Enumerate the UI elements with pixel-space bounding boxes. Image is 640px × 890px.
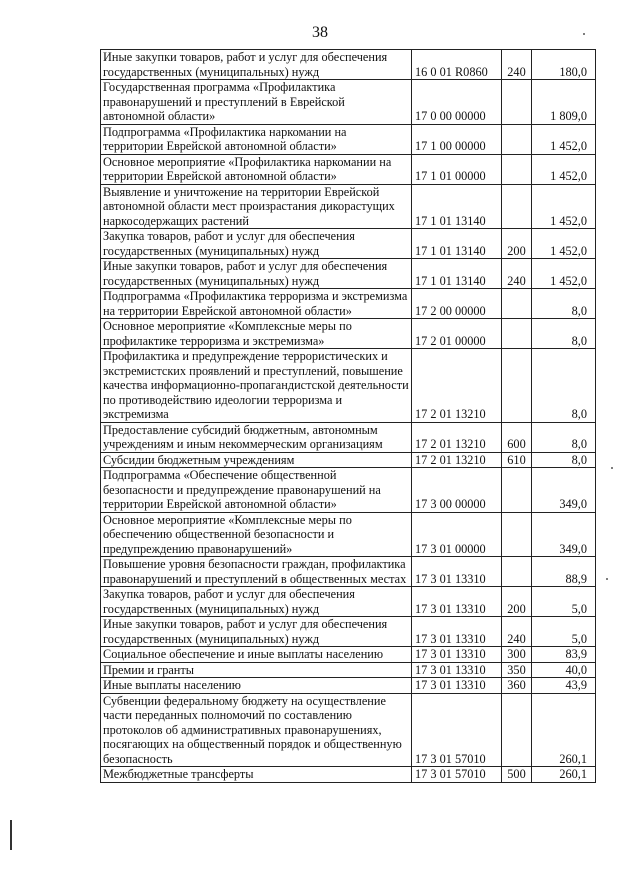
row-type-cell: 360 bbox=[502, 678, 532, 694]
row-name-cell: Выявление и уничтожение на территории Еврейской автономной области мест произрастания дикорастущих наркосодержащих растений bbox=[101, 184, 412, 229]
table-row bbox=[101, 678, 596, 694]
table-row bbox=[101, 587, 596, 617]
row-code-cell: 17 3 01 57010 bbox=[412, 693, 502, 767]
row-name-cell: Иные закупки товаров, работ и услуг для обеспечения государственных (муниципальных) нужд bbox=[101, 617, 412, 647]
row-name-cell: Социальное обеспечение и иные выплаты населению bbox=[101, 647, 412, 663]
table-row bbox=[101, 349, 596, 423]
row-amount-cell: 83,9 bbox=[532, 647, 596, 663]
row-amount-cell: 8,0 bbox=[532, 319, 596, 349]
table-row bbox=[101, 468, 596, 513]
row-name-cell: Предоставление субсидий бюджетным, автономным учреждениям и иным некоммерческим организациям bbox=[101, 422, 412, 452]
row-amount-cell: 8,0 bbox=[532, 452, 596, 468]
row-type-cell bbox=[502, 289, 532, 319]
row-type-cell: 300 bbox=[502, 647, 532, 663]
row-amount-cell: 349,0 bbox=[532, 468, 596, 513]
row-name-cell: Субвенции федеральному бюджету на осуществление части переданных полномочий по составлению протоколов об административных правонарушениях, посягающих на общественный порядок и общественную безопасность bbox=[101, 693, 412, 767]
row-code-cell: 17 2 01 13210 bbox=[412, 452, 502, 468]
row-amount-cell: 5,0 bbox=[532, 587, 596, 617]
table-row bbox=[101, 124, 596, 154]
row-type-cell bbox=[502, 319, 532, 349]
row-code-cell: 17 2 01 13210 bbox=[412, 422, 502, 452]
row-type-cell bbox=[502, 184, 532, 229]
scan-speck bbox=[583, 33, 585, 35]
row-amount-cell: 180,0 bbox=[532, 50, 596, 80]
row-name-cell: Профилактика и предупреждение террористических и экстремистских проявлений и преступлений, повышение качества информационно-пропагандистской деятельности по противодействию идеологии терроризма и экстремизма bbox=[101, 349, 412, 423]
row-name-cell: Премии и гранты bbox=[101, 662, 412, 678]
row-amount-cell: 8,0 bbox=[532, 349, 596, 423]
row-type-cell bbox=[502, 557, 532, 587]
row-type-cell: 240 bbox=[502, 617, 532, 647]
row-type-cell bbox=[502, 124, 532, 154]
row-name-cell: Закупка товаров, работ и услуг для обеспечения государственных (муниципальных) нужд bbox=[101, 587, 412, 617]
row-type-cell: 200 bbox=[502, 229, 532, 259]
row-name-cell: Подпрограмма «Обеспечение общественной безопасности и предупреждение правонарушений на территории Еврейской автономной области» bbox=[101, 468, 412, 513]
row-amount-cell: 40,0 bbox=[532, 662, 596, 678]
table-row bbox=[101, 422, 596, 452]
table-row bbox=[101, 184, 596, 229]
table-row bbox=[101, 693, 596, 767]
row-code-cell: 17 1 01 13140 bbox=[412, 184, 502, 229]
row-code-cell: 17 3 01 13310 bbox=[412, 557, 502, 587]
row-code-cell: 16 0 01 R0860 bbox=[412, 50, 502, 80]
table-row bbox=[101, 80, 596, 125]
row-type-cell bbox=[502, 693, 532, 767]
row-code-cell: 17 1 01 13140 bbox=[412, 259, 502, 289]
table-row bbox=[101, 154, 596, 184]
row-name-cell: Иные закупки товаров, работ и услуг для обеспечения государственных (муниципальных) нужд bbox=[101, 259, 412, 289]
table-row bbox=[101, 557, 596, 587]
table-row bbox=[101, 647, 596, 663]
row-type-cell bbox=[502, 154, 532, 184]
row-amount-cell: 1 452,0 bbox=[532, 229, 596, 259]
row-amount-cell: 1 452,0 bbox=[532, 184, 596, 229]
table-row bbox=[101, 512, 596, 557]
table-row bbox=[101, 259, 596, 289]
page-number: 38 bbox=[312, 24, 328, 41]
row-type-cell: 500 bbox=[502, 767, 532, 783]
row-code-cell: 17 3 01 13310 bbox=[412, 587, 502, 617]
row-name-cell: Повышение уровня безопасности граждан, профилактика правонарушений и преступлений в общественных местах bbox=[101, 557, 412, 587]
table-row bbox=[101, 617, 596, 647]
row-code-cell: 17 0 00 00000 bbox=[412, 80, 502, 125]
row-code-cell: 17 3 01 13310 bbox=[412, 662, 502, 678]
row-amount-cell: 8,0 bbox=[532, 289, 596, 319]
row-amount-cell: 5,0 bbox=[532, 617, 596, 647]
row-name-cell: Межбюджетные трансферты bbox=[101, 767, 412, 783]
row-code-cell: 17 1 01 00000 bbox=[412, 154, 502, 184]
row-amount-cell: 1 452,0 bbox=[532, 259, 596, 289]
table-row bbox=[101, 229, 596, 259]
row-code-cell: 17 2 01 00000 bbox=[412, 319, 502, 349]
row-name-cell: Основное мероприятие «Профилактика наркомании на территории Еврейской автономной области» bbox=[101, 154, 412, 184]
row-name-cell: Основное мероприятие «Комплексные меры по профилактике терроризма и экстремизма» bbox=[101, 319, 412, 349]
row-code-cell: 17 3 01 13310 bbox=[412, 617, 502, 647]
row-amount-cell: 1 452,0 bbox=[532, 154, 596, 184]
row-name-cell: Государственная программа «Профилактика правонарушений и преступлений в Еврейской автономной области» bbox=[101, 80, 412, 125]
row-name-cell: Закупка товаров, работ и услуг для обеспечения государственных (муниципальных) нужд bbox=[101, 229, 412, 259]
row-name-cell: Подпрограмма «Профилактика наркомании на территории Еврейской автономной области» bbox=[101, 124, 412, 154]
budget-table bbox=[100, 49, 596, 783]
row-name-cell: Основное мероприятие «Комплексные меры по обеспечению общественной безопасности и предупреждению правонарушений» bbox=[101, 512, 412, 557]
row-type-cell: 610 bbox=[502, 452, 532, 468]
row-type-cell: 240 bbox=[502, 50, 532, 80]
row-code-cell: 17 3 00 00000 bbox=[412, 468, 502, 513]
row-amount-cell: 260,1 bbox=[532, 767, 596, 783]
table-row bbox=[101, 767, 596, 783]
scan-speck bbox=[606, 578, 608, 580]
row-name-cell: Иные закупки товаров, работ и услуг для обеспечения государственных (муниципальных) нужд bbox=[101, 50, 412, 80]
row-amount-cell: 43,9 bbox=[532, 678, 596, 694]
row-code-cell: 17 1 00 00000 bbox=[412, 124, 502, 154]
row-code-cell: 17 2 00 00000 bbox=[412, 289, 502, 319]
row-code-cell: 17 3 01 00000 bbox=[412, 512, 502, 557]
row-amount-cell: 8,0 bbox=[532, 422, 596, 452]
row-amount-cell: 1 809,0 bbox=[532, 80, 596, 125]
row-type-cell bbox=[502, 349, 532, 423]
binding-mark bbox=[10, 820, 12, 850]
row-name-cell: Субсидии бюджетным учреждениям bbox=[101, 452, 412, 468]
row-type-cell bbox=[502, 512, 532, 557]
row-code-cell: 17 3 01 13310 bbox=[412, 647, 502, 663]
row-type-cell bbox=[502, 468, 532, 513]
row-amount-cell: 349,0 bbox=[532, 512, 596, 557]
table-row bbox=[101, 289, 596, 319]
row-name-cell: Подпрограмма «Профилактика терроризма и экстремизма на территории Еврейской автономной области» bbox=[101, 289, 412, 319]
row-code-cell: 17 1 01 13140 bbox=[412, 229, 502, 259]
row-type-cell: 600 bbox=[502, 422, 532, 452]
table-row bbox=[101, 452, 596, 468]
table-row bbox=[101, 662, 596, 678]
row-amount-cell: 260,1 bbox=[532, 693, 596, 767]
row-amount-cell: 1 452,0 bbox=[532, 124, 596, 154]
scan-speck bbox=[611, 467, 613, 469]
budget-table-body bbox=[101, 50, 596, 783]
table-row bbox=[101, 50, 596, 80]
row-type-cell: 240 bbox=[502, 259, 532, 289]
row-code-cell: 17 3 01 57010 bbox=[412, 767, 502, 783]
row-name-cell: Иные выплаты населению bbox=[101, 678, 412, 694]
row-code-cell: 17 3 01 13310 bbox=[412, 678, 502, 694]
row-code-cell: 17 2 01 13210 bbox=[412, 349, 502, 423]
row-type-cell: 200 bbox=[502, 587, 532, 617]
table-row bbox=[101, 319, 596, 349]
row-type-cell bbox=[502, 80, 532, 125]
row-type-cell: 350 bbox=[502, 662, 532, 678]
row-amount-cell: 88,9 bbox=[532, 557, 596, 587]
